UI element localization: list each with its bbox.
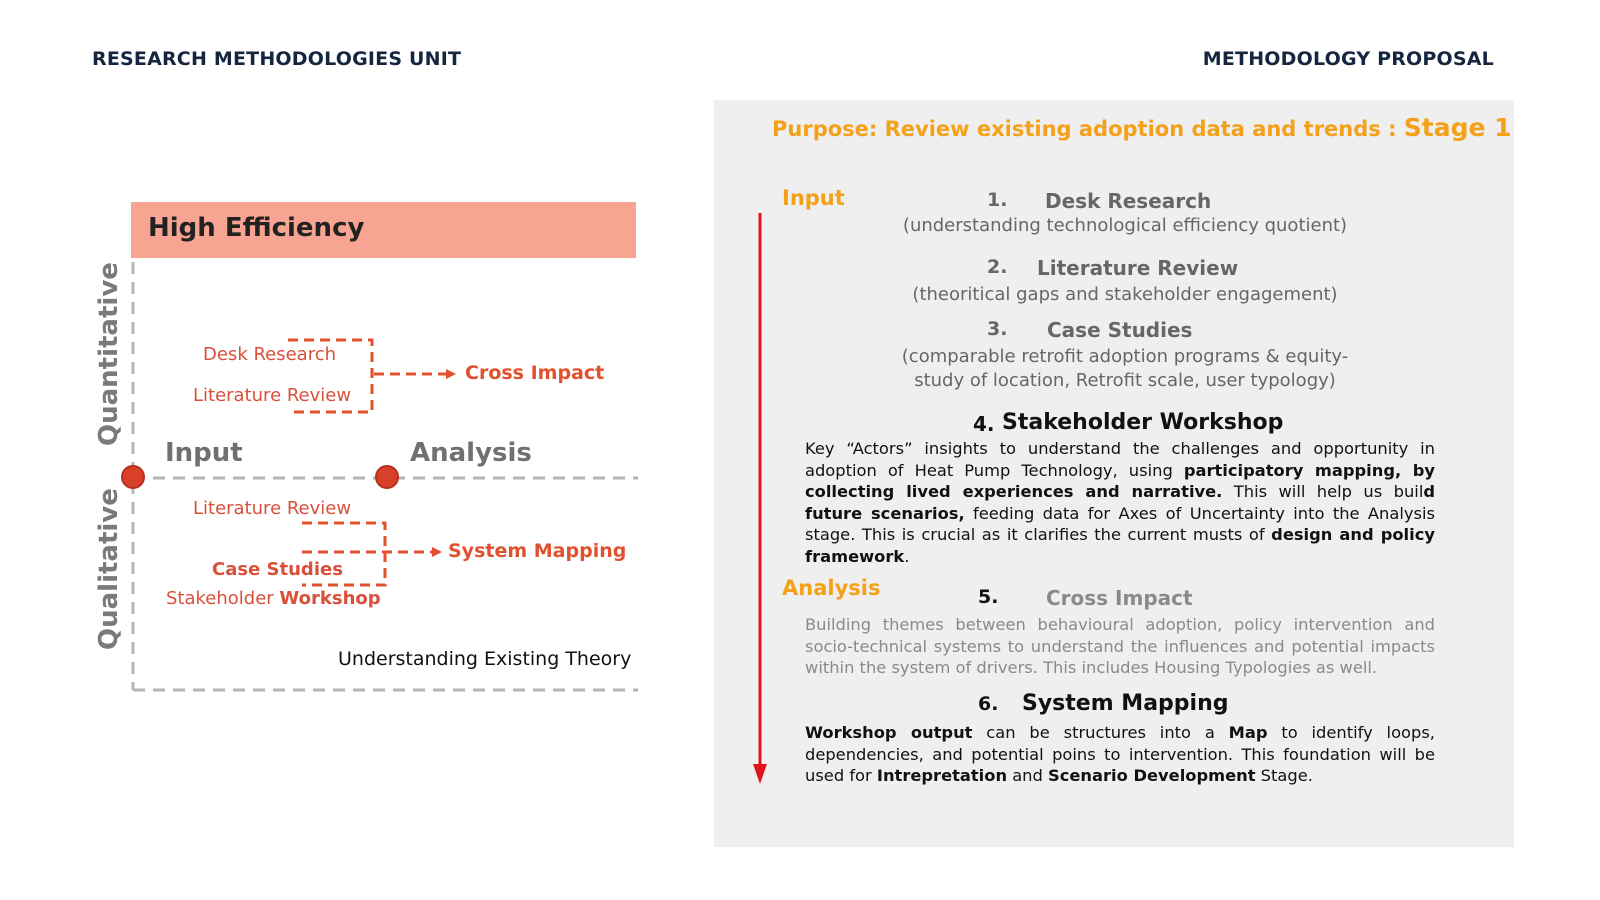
step-2-subtitle: (theoritical gaps and stakeholder engagement) (912, 284, 1338, 305)
system-mapping-output: System Mapping (448, 540, 627, 562)
step-3-subtitle-line-1: (comparable retrofit adoption programs & equity- (901, 346, 1349, 367)
quant-input-literature-review: Literature Review (193, 385, 352, 406)
cross-impact-output: Cross Impact (465, 362, 605, 384)
step-2-number: 2. (987, 256, 1008, 278)
workshop-text-2: This will help us buil (1222, 482, 1424, 501)
mapping-bold-4: Scenario Development (1048, 766, 1256, 785)
cross-impact-description: Building themes between behavioural adoption, policy intervention and socio-technical systems to understand the influences and potential impacts within the system of drivers. This includes Housing Typologies as well. (805, 615, 1435, 677)
stakeholder-text: Stakeholder (166, 588, 280, 609)
workshop-bold-3: design and policy framework (805, 525, 1435, 566)
mapping-text-2: to identify loops, dependencies, and potential poins to intervention. This foundation will be used for (805, 723, 1435, 785)
step-3-title: Case Studies (1047, 318, 1193, 342)
input-node (122, 466, 144, 488)
workshop-bold-2: d future scenarios, (805, 482, 1436, 523)
step-4-title: Stakeholder Workshop (1002, 410, 1284, 435)
mapping-text-3: and (1007, 766, 1049, 785)
unit-title: RESEARCH METHODOLOGIES UNIT (92, 48, 462, 70)
purpose-prefix: Purpose: Review existing adoption data and trends : (772, 117, 1404, 141)
workshop-text-4: . (904, 546, 910, 566)
quantitative-axis-label: Quantitative (94, 262, 124, 446)
workshop-text-3: feeding data for Axes of Uncertainty into the Analysis stage. This is crucial as it clarifies the current musts of (805, 503, 1435, 544)
input-section-label: Input (782, 186, 845, 210)
qualitative-axis-label: Qualitative (94, 488, 124, 650)
system-mapping-description (805, 722, 1435, 787)
mapping-text-4: Stage. (1255, 766, 1313, 785)
step-1-subtitle: (understanding technological efficiency quotient) (902, 215, 1348, 236)
step-3-subtitle-line-2: study of location, Retrofit scale, user typology) (914, 370, 1336, 391)
mapping-bold-3: Intrepretation (876, 766, 1008, 785)
step-2-title: Literature Review (1037, 256, 1239, 280)
step-6-number: 6. (978, 693, 999, 715)
workshop-bold-1: participatory mapping, by collecting lived experiences and narrative. (805, 460, 1435, 501)
qual-input-case-studies: Case Studies (212, 559, 343, 580)
analysis-section-label: Analysis (782, 576, 881, 600)
step-5-title: Cross Impact (1046, 586, 1193, 610)
qual-input-stakeholder-workshop (166, 588, 381, 609)
high-efficiency-label: High Efficiency (148, 213, 365, 243)
step-1-title: Desk Research (1045, 189, 1212, 213)
step-6-title: System Mapping (1022, 691, 1229, 716)
analysis-axis-label: Analysis (410, 438, 532, 468)
step-4-number: 4. (973, 412, 995, 436)
workshop-text-1: Key “Actors” insights to understand the challenges and opportunity in adoption of Heat Pump Technology, using (805, 439, 1435, 480)
mapping-bold-1: Workshop output (805, 723, 973, 742)
quant-input-desk-research: Desk Research (203, 344, 337, 365)
mapping-text-1: can be structures into a (972, 723, 1229, 742)
step-5-number: 5. (978, 586, 999, 608)
diagram-lines (0, 0, 690, 900)
mapping-bold-2: Map (1228, 723, 1268, 742)
workshop-text: Workshop (279, 588, 381, 609)
step-1-number: 1. (987, 189, 1008, 211)
step-3-number: 3. (987, 318, 1008, 340)
purpose-heading (772, 113, 1512, 142)
understanding-existing-theory-label: Understanding Existing Theory (338, 648, 632, 670)
proposal-title: METHODOLOGY PROPOSAL (1202, 48, 1494, 70)
methodology-diagram (0, 0, 690, 900)
stakeholder-workshop-description (805, 438, 1435, 567)
input-axis-label: Input (165, 438, 243, 468)
analysis-node (376, 466, 398, 488)
qual-input-literature-review: Literature Review (193, 498, 352, 519)
purpose-stage: Stage 1 (1403, 113, 1512, 142)
